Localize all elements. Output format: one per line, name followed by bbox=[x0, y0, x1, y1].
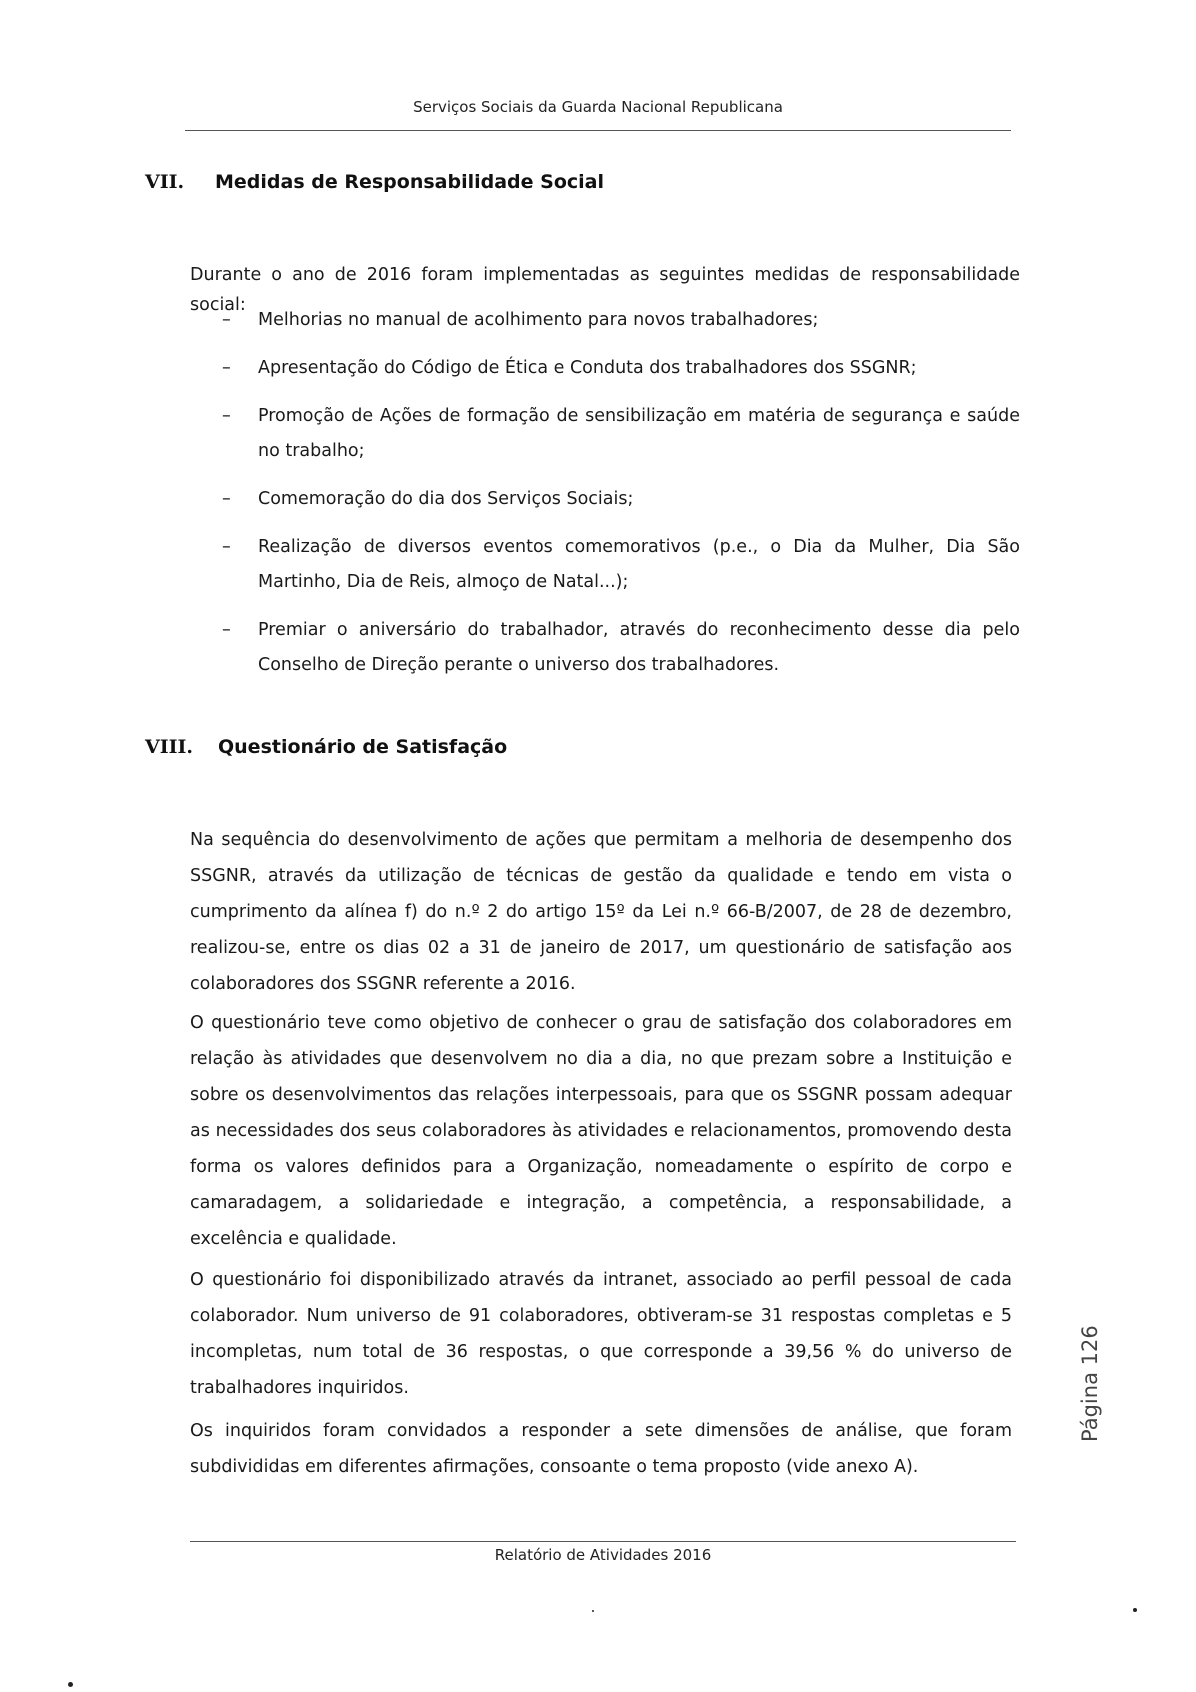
bullet-dash: – bbox=[222, 310, 231, 330]
list-item: – Promoção de Ações de formação de sensibilização em matéria de segurança e saúde no trabalho; bbox=[190, 399, 1020, 469]
section-vii-number: VII. bbox=[145, 171, 185, 193]
bullet-dash: – bbox=[222, 358, 231, 378]
paragraph: O questionário foi disponibilizado através da intranet, associado ao perfil pessoal de cada colaborador. Num universo de 91 colaboradores, obtiveram-se 31 respostas completas e 5 incompletas, num total de 36 respostas, o que corresponde a 39,56 % do universo de trabalhadores inquiridos. bbox=[190, 1270, 1012, 1398]
header-rule bbox=[185, 130, 1011, 131]
list-item: – Premiar o aniversário do trabalhador, através do reconhecimento desse dia pelo Conselho de Direção perante o universo dos trabalhadores. bbox=[190, 613, 1020, 683]
scan-speck bbox=[592, 1610, 594, 1612]
section-viii-number: VIII. bbox=[145, 736, 194, 758]
section-vii-intro: Durante o ano de 2016 foram implementadas as seguintes medidas de responsabilidade social: bbox=[190, 265, 1020, 315]
list-item: – Realização de diversos eventos comemorativos (p.e., o Dia da Mulher, Dia São Martinho, Dia de Reis, almoço de Natal...); bbox=[190, 530, 1020, 600]
section-viii-title: Questionário de Satisfação bbox=[218, 736, 508, 758]
page-number: Página 126 bbox=[1078, 1325, 1102, 1442]
paragraph: Os inquiridos foram convidados a responder a sete dimensões de análise, que foram subdivididas em diferentes afirmações, consoante o tema proposto (vide anexo A). bbox=[190, 1421, 1012, 1477]
bullet-dash: – bbox=[222, 537, 231, 557]
section-vii-heading bbox=[145, 171, 604, 193]
bullet-dash: – bbox=[222, 620, 231, 640]
bullet-dash: – bbox=[222, 489, 231, 509]
measures-list bbox=[190, 303, 1020, 696]
list-item: – Comemoração do dia dos Serviços Sociais; bbox=[190, 482, 1020, 517]
footer-rule bbox=[190, 1541, 1016, 1542]
paragraph: Na sequência do desenvolvimento de ações que permitam a melhoria de desempenho dos SSGNR, através da utilização de técnicas de gestão da qualidade e tendo em vista o cumprimento da alínea f) do n.º 2 do artigo 15º da Lei n.º 66-B/2007, de 28 de dezembro, realizou-se, entre os dias 02 a 31 de janeiro de 2017, um questionário de satisfação aos colaboradores dos SSGNR referente a 2016. bbox=[190, 830, 1012, 994]
paragraph: O questionário teve como objetivo de conhecer o grau de satisfação dos colaboradores em relação às atividades que desenvolvem no dia a dia, no que prezam sobre a Instituição e sobre os desenvolvimentos das relações interpessoais, para que os SSGNR possam adequar as necessidades dos seus colaboradores às atividades e relacionamentos, promovendo desta forma os valores definidos para a Organização, nomeadamente o espírito de corpo e camaradagem, a solidariedade e integração, a competência, a responsabilidade, a excelência e qualidade. bbox=[190, 1013, 1012, 1249]
section-vii-title: Medidas de Responsabilidade Social bbox=[215, 171, 604, 193]
scan-speck bbox=[1133, 1608, 1137, 1612]
bullet-dash: – bbox=[222, 406, 231, 426]
scan-speck bbox=[68, 1682, 73, 1687]
running-header: Serviços Sociais da Guarda Nacional Republicana bbox=[413, 98, 783, 116]
list-item: – Melhorias no manual de acolhimento para novos trabalhadores; bbox=[190, 303, 1020, 338]
section-viii-heading bbox=[145, 736, 507, 758]
list-item: – Apresentação do Código de Ética e Conduta dos trabalhadores dos SSGNR; bbox=[190, 351, 1020, 386]
running-footer: Relatório de Atividades 2016 bbox=[494, 1546, 712, 1564]
